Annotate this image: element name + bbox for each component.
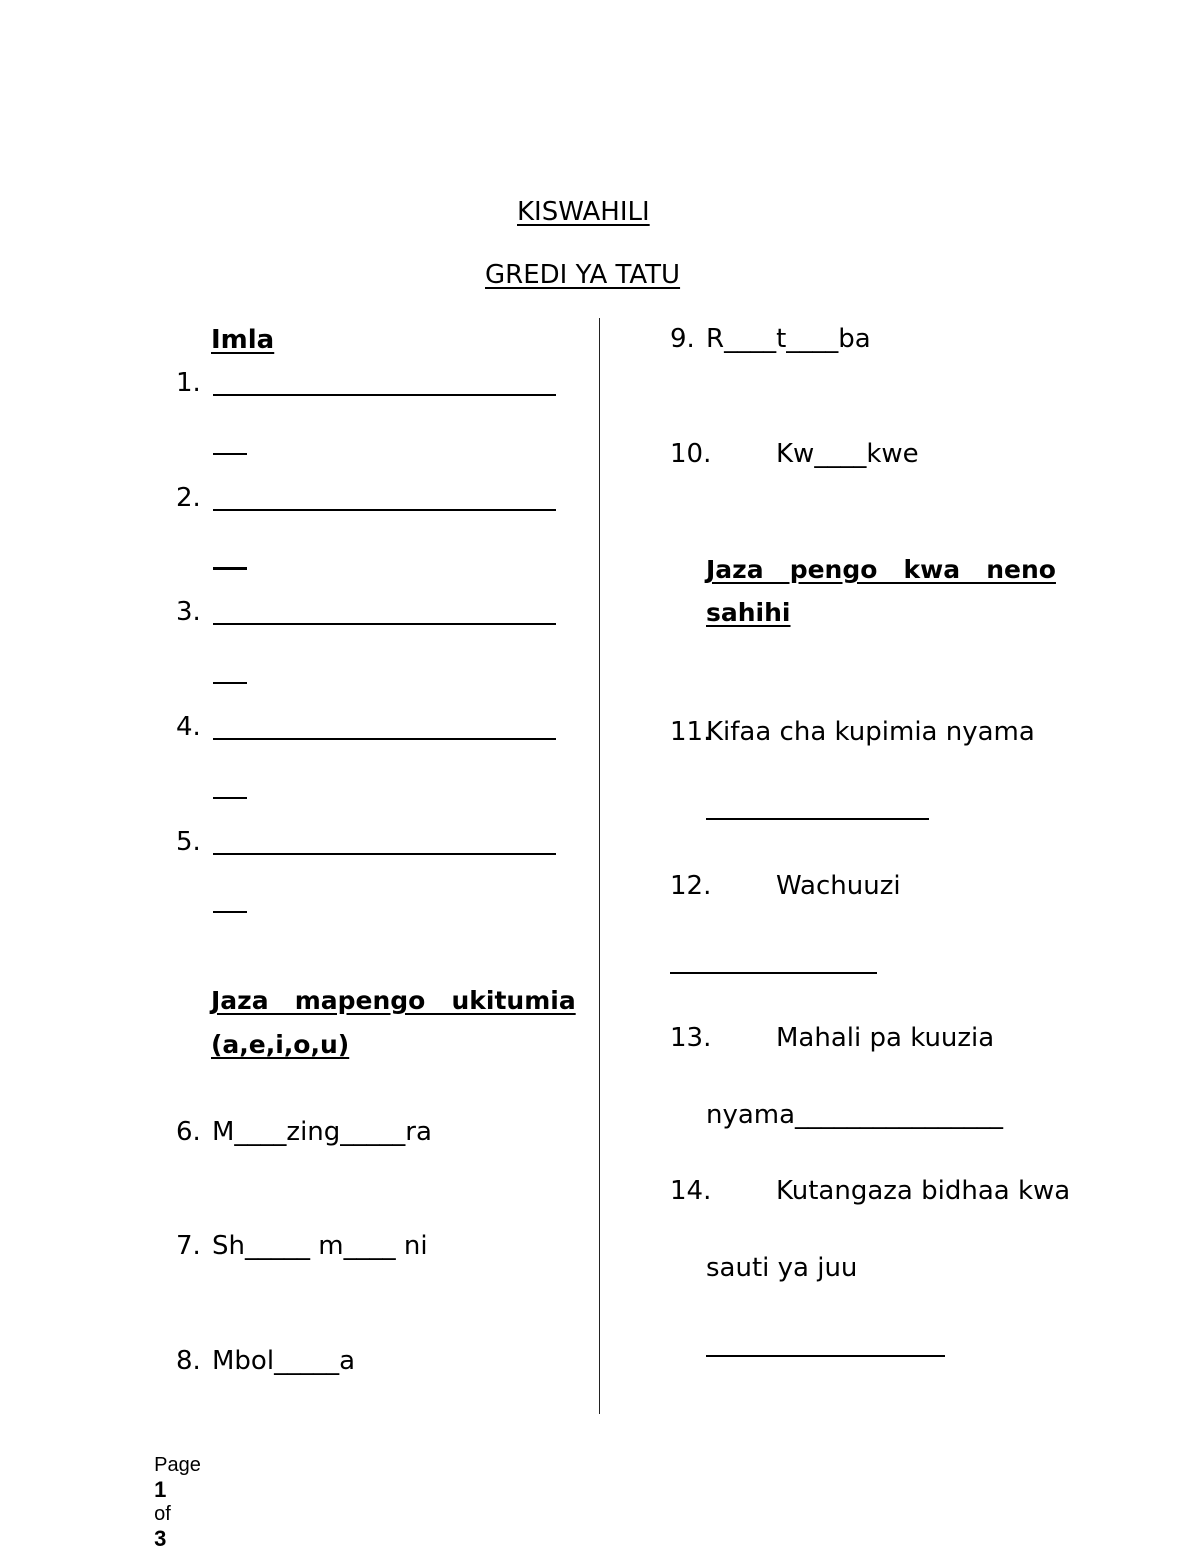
question-text-11: Kifaa cha kupimia nyama: [706, 717, 1035, 747]
question-number-7: 7.: [176, 1231, 201, 1261]
dictation-answer-line-5-cont[interactable]: [213, 911, 247, 913]
question-text-14-cont: sauti ya juu: [706, 1253, 858, 1283]
question-text-10[interactable]: Kw____kwe: [776, 439, 919, 469]
question-number-9: 9.: [670, 324, 695, 354]
question-text-7[interactable]: Sh_____ m____ ni: [212, 1231, 428, 1261]
dictation-answer-line-1-cont[interactable]: [213, 453, 247, 455]
answer-line-12[interactable]: [670, 972, 877, 974]
page-word: Page: [154, 1454, 201, 1476]
question-number-6: 6.: [176, 1117, 201, 1147]
document-subtitle: GREDI YA TATU: [485, 260, 681, 290]
question-number-11: 11.: [670, 717, 712, 747]
question-text-12: Wachuuzi: [776, 871, 901, 901]
answer-line-14[interactable]: [706, 1355, 945, 1357]
dictation-number-5: 5.: [176, 827, 201, 857]
question-text-13-cont[interactable]: nyama________________: [706, 1100, 1004, 1130]
of-word: of: [154, 1503, 171, 1525]
dictation-answer-line-3-cont[interactable]: [213, 682, 247, 684]
dictation-number-2: 2.: [176, 483, 201, 513]
question-text-9[interactable]: R____t____ba: [706, 324, 871, 354]
dictation-answer-line-1[interactable]: [213, 394, 556, 396]
section-heading-fill-vowels-line2: (a,e,i,o,u): [211, 1030, 350, 1059]
dictation-number-1: 1.: [176, 368, 201, 398]
question-number-14: 14.: [670, 1176, 712, 1206]
question-text-14: Kutangaza bidhaa kwa: [776, 1176, 1071, 1206]
document-title: KISWAHILI: [517, 197, 650, 227]
column-divider: [599, 318, 600, 1414]
page-number: 1: [154, 1477, 167, 1502]
dictation-number-3: 3.: [176, 597, 201, 627]
answer-line-11[interactable]: [706, 818, 929, 820]
question-number-13: 13.: [670, 1023, 712, 1053]
question-text-6[interactable]: M____zing_____ra: [212, 1117, 432, 1147]
dictation-number-4: 4.: [176, 712, 201, 742]
dictation-answer-line-5[interactable]: [213, 853, 556, 855]
section-heading-fill-word-line1: Jaza pengo kwa neno: [706, 555, 1056, 584]
question-number-10: 10.: [670, 439, 712, 469]
dictation-answer-line-3[interactable]: [213, 623, 556, 625]
question-text-8[interactable]: Mbol_____a: [212, 1346, 355, 1376]
page-total: 3: [154, 1526, 167, 1551]
question-text-13: Mahali pa kuuzia: [776, 1023, 995, 1053]
dictation-answer-line-4-cont[interactable]: [213, 797, 247, 799]
dictation-answer-line-2-cont[interactable]: [213, 567, 247, 570]
question-number-8: 8.: [176, 1346, 201, 1376]
section-heading-fill-word-line2: sahihi: [706, 598, 791, 627]
dictation-answer-line-2[interactable]: [213, 509, 556, 511]
section-heading-fill-vowels-line1: Jaza mapengo ukitumia: [211, 986, 576, 1015]
section-heading-imla: Imla: [211, 325, 275, 355]
dictation-answer-line-4[interactable]: [213, 738, 556, 740]
question-number-12: 12.: [670, 871, 712, 901]
page-footer: [143, 1431, 201, 1552]
